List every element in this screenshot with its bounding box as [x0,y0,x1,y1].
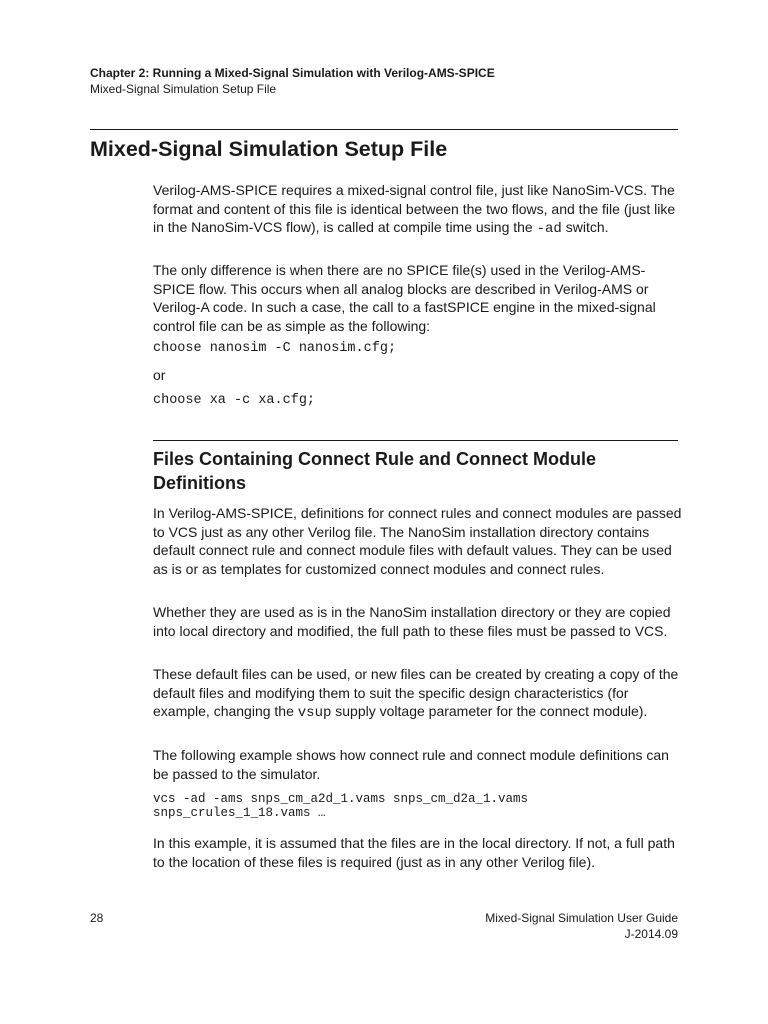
default-files-paragraph [153,665,683,723]
connect-definitions-paragraph: In Verilog-AMS-SPICE, definitions for connect rules and connect modules are passed to VCS just as any other Verilog file. The NanoSim installation directory contains default connect rule and connect module files with default values. They can be used as is or as templates for customized connect modules and connect rules. [153,505,682,577]
code-nanosim: choose nanosim -C nanosim.cfg; [153,341,397,356]
guide-title: Mixed-Signal Simulation User Guide [485,911,678,925]
default-files-text: These default files can be used, or new files can be created by creating a copy of the default files and modifying them to suit the specific design characteristics (for example, changing the [153,666,679,719]
title-rule [90,129,678,130]
difference-paragraph: The only difference is when there are no SPICE file(s) used in the Verilog-AMS-SPICE flow. This occurs when all analog blocks are described in Verilog-AMS or Verilog-A code. In such a case, the call to a fastSPICE engine in the mixed-signal control file can be as simple as the following: [153,262,656,334]
page-number: 28 [90,911,104,925]
installation-paragraph: Whether they are used as is in the NanoSim installation directory or they are copied into local directory and modified, the full path to these files must be passed to VCS. [153,604,671,639]
page-title: Mixed-Signal Simulation Setup File [90,137,448,161]
code-vcs-line2: snps_crules_1_18.vams … [153,806,326,820]
section-heading: Mixed-Signal Simulation Setup File [90,82,277,96]
example-intro-paragraph: The following example shows how connect rule and connect module definitions can be passed to the simulator. [153,747,669,782]
code-vcs-line1: vcs -ad -ams snps_cm_a2d_1.vams snps_cm_d2a_1.vams [153,792,529,806]
or-text: or [153,367,166,383]
code-xa: choose xa -c xa.cfg; [153,393,316,408]
default-files-text-end: supply voltage parameter for the connect module). [331,703,648,719]
intro-text-end: switch. [561,219,609,235]
subsection-title: Files Containing Connect Rule and Connect Module Definitions [153,449,597,493]
subsection-rule [153,440,678,441]
guide-version: J-2014.09 [624,927,678,941]
ad-switch-code: -ad [536,221,562,237]
local-directory-paragraph: In this example, it is assumed that the files are in the local directory. If not, a full path to the location of these files is required (just as in any other Verilog file). [153,835,675,870]
chapter-heading: Chapter 2: Running a Mixed-Signal Simulation with Verilog-AMS-SPICE [90,66,495,80]
vsup-code: vsup [297,705,332,721]
running-header [90,65,690,97]
intro-paragraph [153,181,683,239]
intro-text: Verilog-AMS-SPICE requires a mixed-signal control file, just like NanoSim-VCS. The format and content of this file is identical between the two flows, and the file (just like in the NanoSim-VCS flow), is called at compile time using the [153,182,676,235]
footer-info [485,910,678,942]
